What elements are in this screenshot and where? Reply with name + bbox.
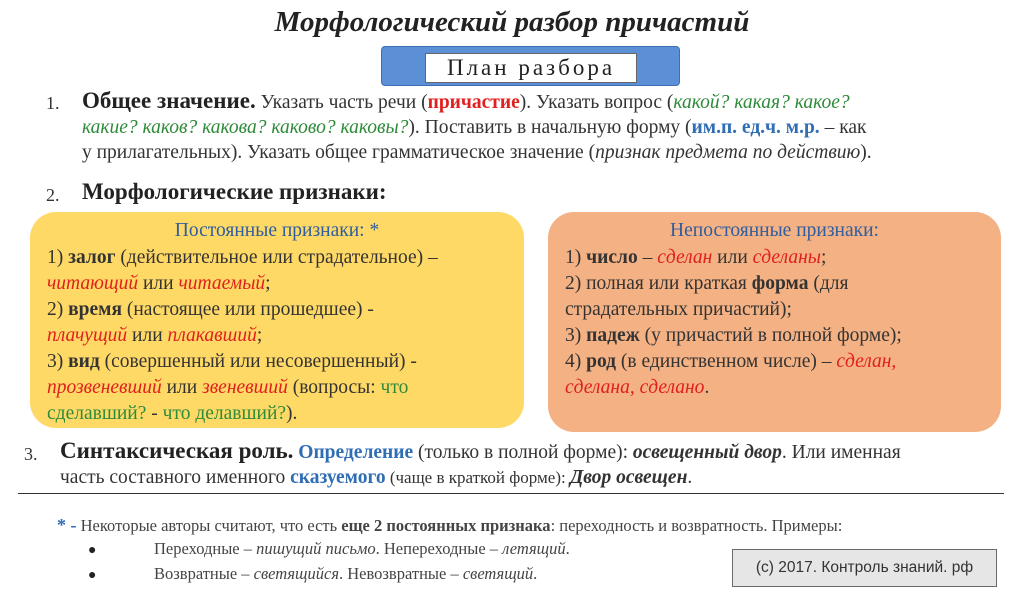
constant-line-1: 1) залог (действительное или страдательное) – [47, 247, 438, 268]
s1-text-2: ). Указать вопрос ( [519, 92, 674, 113]
constant-features-list [47, 245, 514, 427]
section-3-line-2: часть составного именного сказуемого (чаще в краткой форме): Двор освещен. [60, 467, 693, 488]
nonconstant-line-5: 4) род (в единственном числе) – сделан, [565, 351, 897, 372]
bullet-2: ● [88, 568, 97, 583]
nonconstant-line-1: 1) число – сделан или сделаны; [565, 247, 827, 268]
nonconstant-features-box [548, 212, 1001, 432]
s1-text-6: ). [860, 142, 872, 163]
example-2: Двор освещен [569, 467, 688, 488]
plan-label: План разбора [425, 53, 637, 83]
constant-line-2: читающий или читаемый; [47, 273, 271, 294]
plan-banner [381, 46, 680, 86]
part-of-speech: причастие [427, 92, 520, 113]
questions-2: какие? каков? какова? каково? каковы? [82, 117, 409, 138]
copyright-badge: (с) 2017. Контроль знаний. рф [732, 549, 997, 587]
divider [18, 493, 1004, 494]
section-3-line-1: Синтаксическая роль. Определение (только в полной форме): освещенный двор. Или именная [60, 438, 901, 463]
nonconstant-features-list [565, 245, 991, 401]
s1-text-4: – как [819, 117, 867, 138]
nonconstant-line-2: 2) полная или краткая форма (для [565, 273, 849, 294]
section-1-line-1 [82, 88, 850, 115]
voice-term: залог [68, 247, 116, 268]
section-1-heading: Общее значение. [82, 88, 256, 113]
gender-term: род [586, 351, 617, 372]
section-3-heading: Синтаксическая роль. [60, 438, 294, 463]
section-2-line [82, 179, 387, 206]
aspect-term: вид [68, 351, 100, 372]
grammatical-meaning: признак предмета по действию [595, 142, 861, 163]
tense-term: время [68, 299, 122, 320]
constant-line-4: плачущий или плакавший; [47, 325, 263, 346]
constant-line-6: прозвеневший или звеневший (вопросы: что [47, 377, 409, 398]
case-term: падеж [586, 325, 640, 346]
constant-line-5: 3) вид (совершенный или несовершенный) - [47, 351, 417, 372]
footnote: * - Некоторые авторы считают, что есть еще 2 постоянных признака: переходность и возвратность. Примеры: [57, 515, 843, 535]
section-3-number: 3. [24, 444, 38, 464]
footnote-star: * - [57, 515, 77, 535]
number-term: число [586, 247, 638, 268]
form-term: форма [751, 273, 809, 294]
section-1-line-2 [82, 115, 867, 140]
bullet-1: ● [88, 543, 97, 558]
constant-features-box [30, 212, 524, 428]
attribute-term: Определение [293, 442, 414, 463]
constant-line-3: 2) время (настоящее или прошедшее) - [47, 299, 374, 320]
s1-text-3: ). Поставить в начальную форму ( [408, 117, 692, 138]
example-transitive: Переходные – пишущий письмо. Непереходные – летящий. [154, 539, 570, 558]
nonconstant-line-4: 3) падеж (у причастий в полной форме); [565, 325, 902, 346]
constant-features-title: Постоянные признаки: * [174, 220, 380, 241]
example-1: освещенный двор [632, 442, 782, 463]
section-1-number: 1. [46, 93, 60, 113]
constant-line-7: сделавший? - что делавший?). [47, 403, 298, 424]
section-2-number: 2. [46, 185, 60, 205]
example-reflexive: Возвратные – светящийся. Невозвратные – светящий. [154, 564, 538, 583]
page-title: Морфологический разбор причастий [274, 6, 750, 38]
nonconstant-line-6: сделана, сделано. [565, 377, 710, 398]
section-2-heading: Морфологические признаки: [82, 179, 387, 204]
questions-1: какой? какая? какое? [673, 92, 850, 113]
nonconstant-features-title: Непостоянные признаки: [670, 220, 879, 241]
s1-text-5: у прилагательных). Указать общее грамматическое значение ( [82, 142, 596, 163]
section-1-line-3 [82, 140, 872, 165]
nonconstant-line-3: страдательных причастий); [565, 299, 792, 320]
initial-form: им.п. ед.ч. м.р. [691, 117, 820, 138]
predicate-term: сказуемого [290, 467, 386, 488]
footnote-bold: еще 2 постоянных признака [341, 516, 551, 535]
s1-text-1: Указать часть речи ( [255, 92, 428, 113]
